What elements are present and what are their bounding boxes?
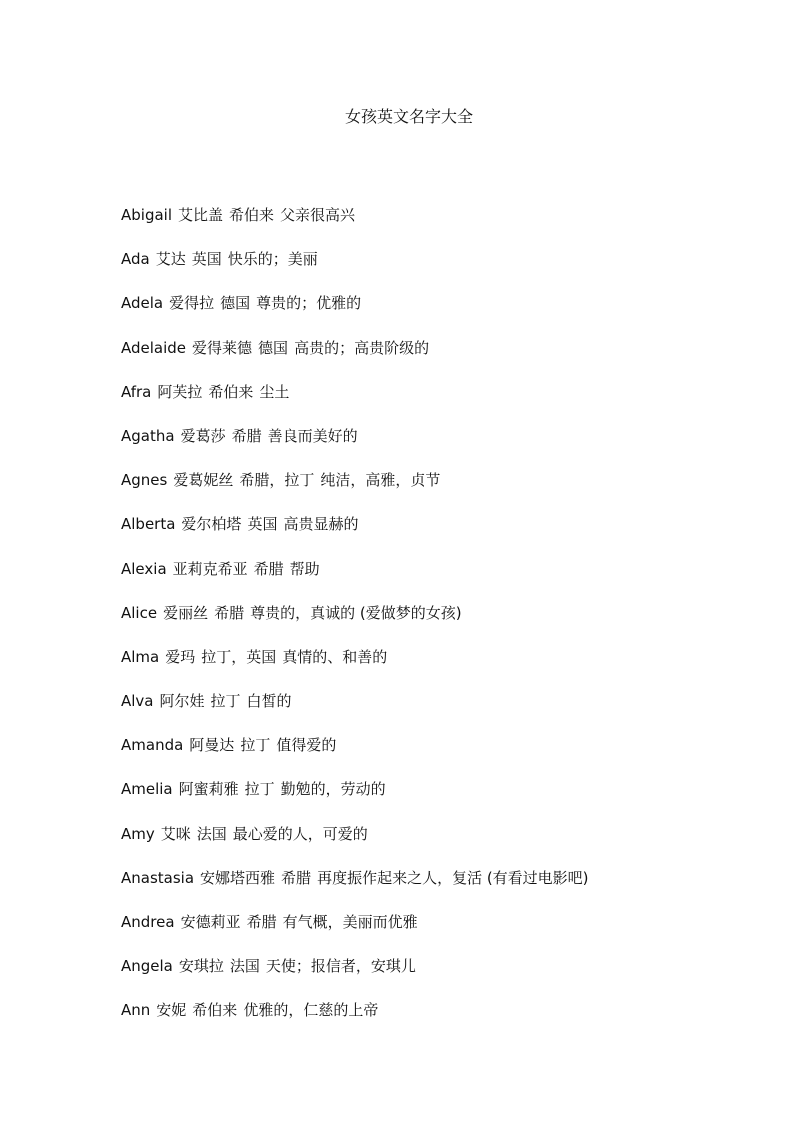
list-item [121, 734, 595, 778]
entry-origin: 希腊，拉丁 [239, 471, 315, 490]
entry-chinese: 安妮 [156, 1001, 187, 1020]
entry-name: Alma [121, 647, 160, 666]
list-item [121, 867, 595, 911]
list-item [121, 337, 595, 381]
list-item [121, 248, 595, 292]
list-item [121, 646, 595, 690]
entry-origin: 英国 [247, 515, 278, 534]
entry-name: Alva [121, 692, 154, 711]
entry-chinese: 阿尔娃 [159, 692, 205, 711]
entry-name: Alice [121, 603, 158, 622]
entry-origin: 法国 [196, 824, 227, 843]
entry-origin: 希伯来 [229, 206, 275, 224]
entry-name: Ada [121, 250, 150, 269]
entry-origin: 希腊 [246, 913, 277, 931]
entry-origin: 拉丁 [240, 736, 271, 755]
list-item [121, 381, 595, 425]
entry-name: Ann [121, 1001, 151, 1020]
entry-meaning: 纯洁，高雅，贞节 [320, 471, 441, 490]
entry-name: Amelia [121, 780, 173, 799]
entry-name: Alberta [121, 515, 176, 534]
entry-chinese: 阿芙拉 [157, 382, 203, 401]
entry-chinese: 爱丽丝 [163, 603, 209, 622]
entry-name: Angela [121, 957, 173, 976]
entry-chinese: 亚莉克希亚 [172, 559, 248, 578]
entry-chinese: 阿蜜莉雅 [178, 780, 239, 799]
entry-origin: 拉丁 [210, 692, 241, 711]
entry-origin: 希腊 [253, 559, 284, 578]
entry-chinese: 爱得莱德 [192, 338, 253, 357]
list-item [121, 204, 595, 248]
entry-meaning: 白皙的 [246, 692, 292, 711]
entry-name: Abigail [121, 206, 172, 224]
list-item [121, 513, 595, 557]
entry-origin: 希伯来 [192, 1001, 238, 1020]
entry-name: Amy [121, 824, 155, 843]
entry-meaning: 父亲很高兴 [280, 206, 356, 224]
entry-origin: 拉丁 [244, 780, 275, 799]
entry-name: Anastasia [121, 868, 195, 887]
entry-chinese: 爱得拉 [169, 294, 215, 313]
entry-chinese: 安琪拉 [178, 957, 224, 976]
name-list [121, 204, 595, 1044]
entry-chinese: 爱葛妮丝 [173, 471, 234, 490]
entry-chinese: 安娜塔西雅 [200, 868, 276, 887]
list-item [121, 469, 595, 513]
list-item [121, 778, 595, 822]
entry-origin: 法国 [229, 957, 260, 976]
entry-meaning: 善良而美好的 [267, 426, 358, 445]
entry-name: Amanda [121, 736, 184, 755]
entry-name: Afra [121, 382, 152, 401]
entry-meaning: 帮助 [289, 559, 320, 578]
entry-meaning: 高贵的；高贵阶级的 [294, 338, 430, 357]
entry-meaning: 优雅的，仁慈的上帝 [243, 1001, 379, 1020]
entry-chinese: 艾咪 [160, 824, 191, 843]
page-title: 女孩英文名字大全 [344, 107, 473, 126]
entry-meaning: 高贵显赫的 [283, 515, 359, 534]
entry-chinese: 艾达 [155, 250, 186, 269]
entry-meaning: 有气概，美丽而优雅 [282, 913, 418, 931]
entry-meaning: 尊贵的；优雅的 [256, 294, 362, 313]
entry-chinese: 爱葛莎 [180, 426, 226, 445]
list-item [121, 602, 595, 646]
entry-origin: 德国 [258, 338, 289, 357]
entry-origin: 希腊 [281, 868, 312, 887]
list-item [121, 999, 595, 1043]
list-item [121, 425, 595, 469]
entry-meaning: 尘土 [259, 382, 290, 401]
entry-chinese: 阿曼达 [189, 736, 235, 755]
entry-origin: 希伯来 [208, 382, 254, 401]
entry-meaning: 再度振作起来之人，复活 (有看过电影吧) [317, 868, 589, 887]
entry-name: Alexia [121, 559, 167, 578]
entry-origin: 拉丁，英国 [201, 647, 277, 666]
entry-origin: 德国 [220, 294, 251, 313]
list-item [121, 558, 595, 602]
list-item [121, 955, 595, 999]
entry-name: Agatha [121, 426, 175, 445]
entry-name: Agnes [121, 471, 168, 490]
list-item [121, 911, 595, 955]
entry-meaning: 快乐的；美丽 [227, 250, 318, 269]
entry-origin: 英国 [191, 250, 222, 269]
entry-name: Adela [121, 294, 164, 313]
entry-meaning: 值得爱的 [276, 736, 337, 755]
entry-chinese: 艾比盖 [178, 206, 224, 224]
entry-chinese: 爱尔柏塔 [181, 515, 242, 534]
list-item [121, 823, 595, 867]
list-item [121, 690, 595, 734]
list-item [121, 292, 595, 336]
entry-meaning: 最心爱的人，可爱的 [232, 824, 368, 843]
entry-chinese: 爱玛 [165, 647, 196, 666]
entry-meaning: 真情的、和善的 [282, 647, 388, 666]
entry-meaning: 勤勉的，劳动的 [280, 780, 386, 799]
entry-name: Andrea [121, 913, 175, 931]
entry-chinese: 安德莉亚 [180, 913, 241, 931]
entry-origin: 希腊 [214, 603, 245, 622]
entry-meaning: 天使；报信者，安琪儿 [265, 957, 416, 976]
entry-origin: 希腊 [231, 426, 262, 445]
entry-name: Adelaide [121, 338, 187, 357]
entry-meaning: 尊贵的，真诚的 (爱做梦的女孩) [250, 603, 462, 622]
